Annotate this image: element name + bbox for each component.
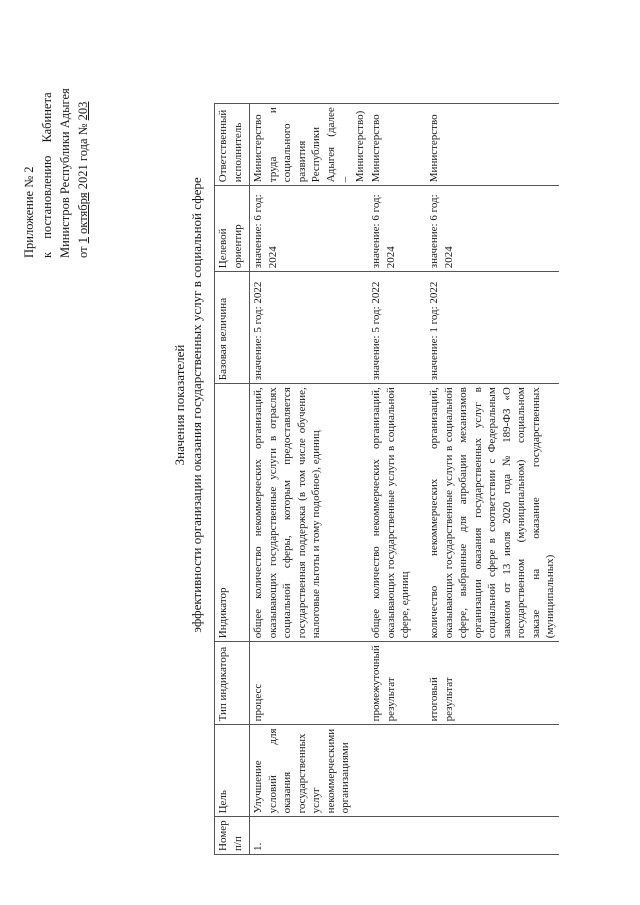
date-prefix: от bbox=[76, 246, 91, 258]
row1-indicator: общее количество некоммерческих организаций, оказывающих государственные услуги в отраслях социальной сферы, которым предоставляется государственная поддержка (в том числе обучение, налоговые льготы и тому подобное), единиц bbox=[250, 384, 369, 642]
header-indicator: Индикатор bbox=[215, 384, 250, 642]
row2-type: промежуточный результат bbox=[368, 642, 426, 725]
row3-num bbox=[426, 817, 559, 855]
row3-type: итоговый результат bbox=[426, 642, 559, 725]
row1-base: значение: 5 год: 2022 bbox=[250, 272, 369, 384]
document-subtitle: эффективности организации оказания государственных услуг в социальной сфере bbox=[189, 177, 204, 633]
row1-target: значение: 6 год: 2024 bbox=[250, 186, 369, 272]
row2-target: значение: 6 год: 2024 bbox=[368, 186, 426, 272]
appendix-header bbox=[20, 88, 93, 258]
table-row bbox=[250, 104, 369, 855]
table-row bbox=[426, 104, 559, 855]
header-target: Целевой ориентир bbox=[215, 186, 250, 272]
header-goal: Цель bbox=[215, 725, 250, 817]
row1-num: 1. bbox=[250, 817, 369, 855]
table-header-row bbox=[215, 104, 250, 855]
row3-goal bbox=[426, 725, 559, 817]
date-day: 1 bbox=[76, 237, 91, 244]
header-num: Номер п/п bbox=[215, 817, 250, 855]
table-row bbox=[368, 104, 426, 855]
row3-indicator: количество некоммерческих организаций, оказывающих государственные услуги в социальной сфере, выбранные для апробации механизмов организации оказания государственных услуг в социальной сфере в соответствии с Федеральным законом от 13 июля 2020 года № 189-ФЗ «О государственном (муниципальном) социальном заказе на оказание государственных (муниципальных) bbox=[426, 384, 559, 642]
indicators-table bbox=[214, 103, 559, 855]
appendix-decree-line: к постановлению Кабинета bbox=[40, 92, 55, 258]
row1-type: процесс bbox=[250, 642, 369, 725]
header-responsible: Ответственный исполнитель bbox=[215, 104, 250, 186]
row3-responsible: Министерство bbox=[426, 104, 559, 186]
header-type: Тип индикатора bbox=[215, 642, 250, 725]
row2-num bbox=[368, 817, 426, 855]
row2-base: значение: 5 год: 2022 bbox=[368, 272, 426, 384]
decree-number: 203 bbox=[76, 101, 91, 121]
appendix-number: Приложение № 2 bbox=[22, 166, 36, 258]
row3-target: значение: 6 год: 2024 bbox=[426, 186, 559, 272]
date-month: октября bbox=[76, 192, 91, 234]
row3-base: значение: 1 год: 2022 bbox=[426, 272, 559, 384]
row1-goal: Улучшение условий для оказания государственных услуг некоммерческими организациями bbox=[250, 725, 369, 817]
date-year: 2021 года № bbox=[76, 123, 91, 190]
row2-goal bbox=[368, 725, 426, 817]
row2-responsible: Министерство bbox=[368, 104, 426, 186]
document-title: Значения показателей bbox=[172, 344, 187, 466]
appendix-cabinet-line: Министров Республики Адыгея bbox=[58, 88, 73, 258]
row1-responsible: Министерство труда и социального развития Республики Адыгея (далее – Министерство) bbox=[250, 104, 369, 186]
appendix-date-line bbox=[74, 88, 92, 258]
row2-indicator: общее количество некоммерческих организаций, оказывающих государственные услуги в социальной сфере, единиц bbox=[368, 384, 426, 642]
header-base: Базовая величина bbox=[215, 272, 250, 384]
